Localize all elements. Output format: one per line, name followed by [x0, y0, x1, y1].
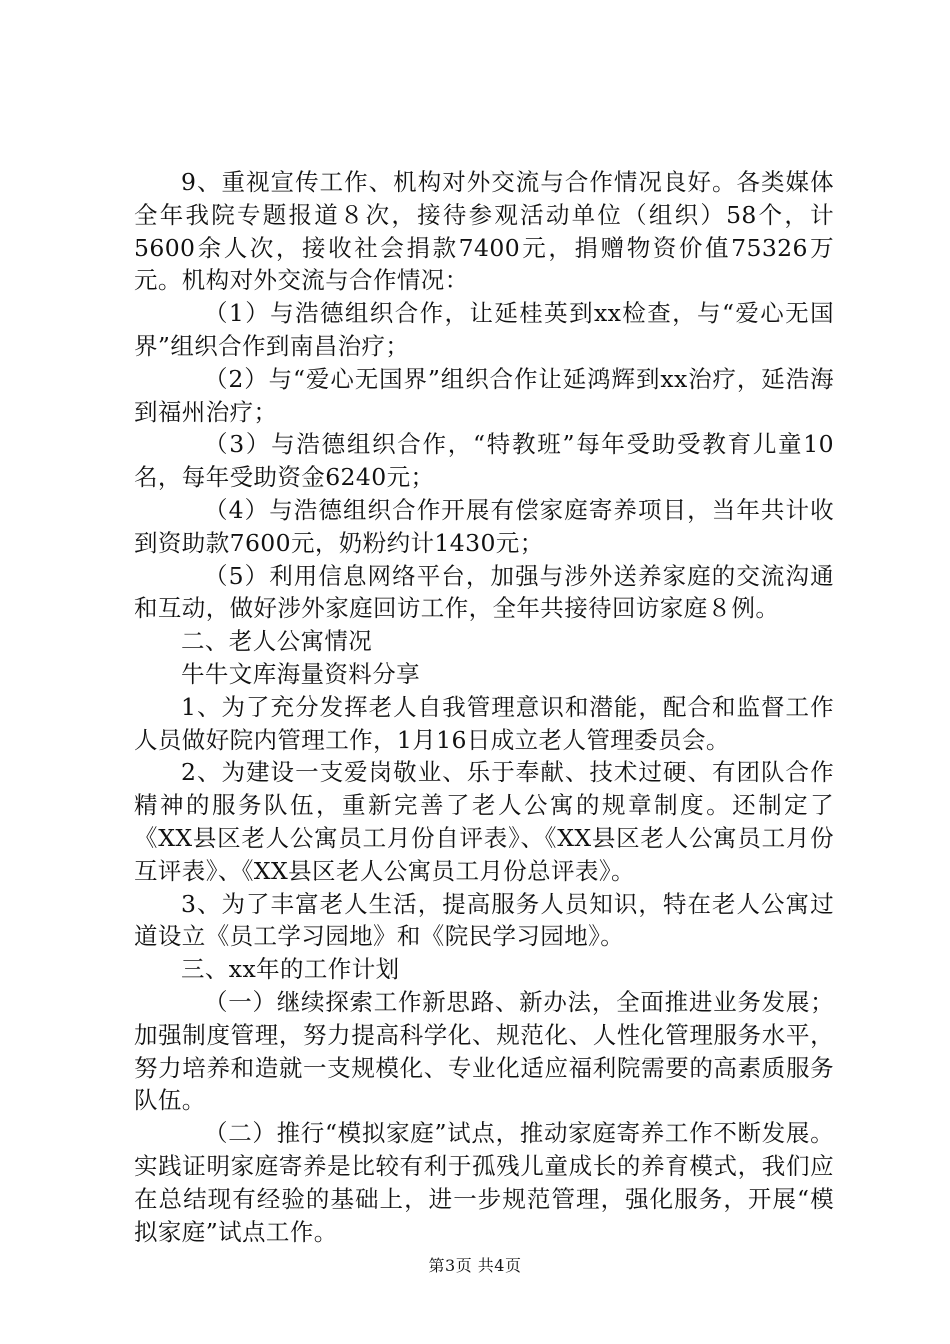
page-number-footer: 第3页 共4页 — [428, 1256, 522, 1275]
paragraph-item-4: （4）与浩德组织合作开展有偿家庭寄养项目，当年共计收到资助款7600元，奶粉约计1430元； — [134, 495, 834, 557]
paragraph-plan-2: （二）推行“模拟家庭”试点，推动家庭寄养工作不断发展。实践证明家庭寄养是比较有利于孤残儿童成长的养育模式，我们应在总结现有经验的基础上，进一步规范管理，强化服务，开展“模拟家庭”试点工作。 — [134, 1119, 834, 1246]
section-heading-work-plan: 三、xx年的工作计划 — [181, 955, 400, 984]
section-heading-elderly-apartment: 二、老人公寓情况 — [181, 627, 373, 656]
paragraph-plan-1: （一）继续探索工作新思路、新办法，全面推进业务发展；加强制度管理，努力提高科学化、规范化、人性化管理服务水平，努力培养和造就一支规模化、专业化适应福利院需要的高素质服务队伍。 — [134, 987, 834, 1115]
document-body — [134, 166, 834, 1248]
paragraph-elderly-3: 3、为了丰富老人生活，提高服务人员知识，特在老人公寓过道设立《员工学习园地》和《院民学习园地》。 — [134, 889, 834, 951]
paragraph-media-cooperation: 9、重视宣传工作、机构对外交流与合作情况良好。各类媒体全年我院专题报道８次，接待参观活动单位（组织）58个，计5600余人次，接收社会捐款7400元，捐赠物资价值75326万元。机构对外交流与合作情况： — [134, 168, 834, 295]
paragraph-item-2: （2）与“爱心无国界”组织合作让延鸿辉到xx治疗，延浩海到福州治疗； — [134, 364, 834, 426]
watermark-line: 牛牛文库海量资料分享 — [181, 659, 420, 688]
paragraph-item-5: （5）利用信息网络平台，加强与涉外送养家庭的交流沟通和互动，做好涉外家庭回访工作，全年共接待回访家庭８例。 — [134, 561, 834, 623]
paragraph-item-3: （3）与浩德组织合作，“特教班”每年受助受教育儿童10名，每年受助资金6240元； — [134, 430, 834, 492]
paragraph-elderly-2: 2、为建设一支爱岗敬业、乐于奉献、技术过硬、有团队合作精神的服务队伍，重新完善了老人公寓的规章制度。还制定了《XX县区老人公寓员工月份自评表》、《XX县区老人公寓员工月份互评表》、《XX县区老人公寓员工月份总评表》。 — [134, 758, 834, 885]
paragraph-item-1: （1）与浩德组织合作，让延桂英到xx检查，与“爱心无国界”组织合作到南昌治疗； — [134, 299, 834, 360]
paragraph-elderly-1: 1、为了充分发挥老人自我管理意识和潜能，配合和监督工作人员做好院内管理工作，1月16日成立老人管理委员会。 — [134, 692, 834, 754]
